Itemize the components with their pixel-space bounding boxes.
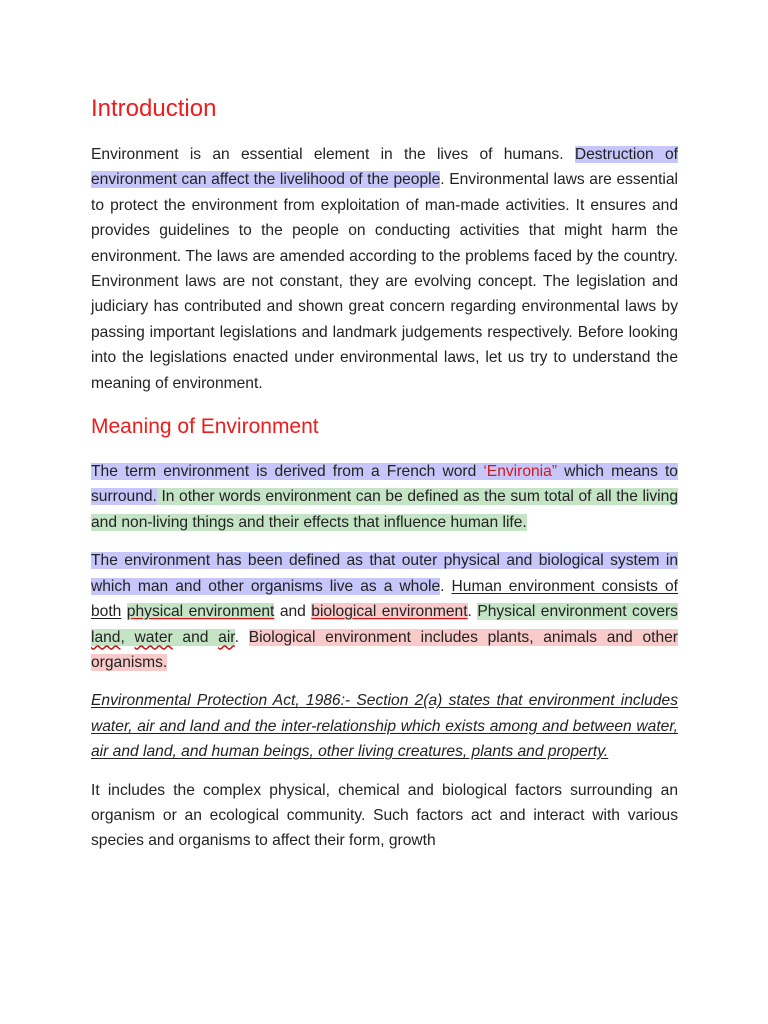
meaning-p2-water: water — [134, 628, 173, 646]
meaning-p2-air: air — [218, 628, 235, 646]
meaning-p1-highlight-green: In other words environment can be defined as the sum total of all the living and non-living things and their effects that influence human life. — [91, 488, 678, 531]
meaning-p2-comma: , — [120, 628, 135, 646]
meaning-heading: Meaning of Environment — [91, 415, 319, 439]
meaning-paragraph-2 — [91, 548, 678, 675]
meaning-p2-space-1 — [121, 603, 126, 620]
intro-highlight-blue: Destruction of environment can affect the livelihood of the people — [91, 146, 678, 189]
meaning-p2-physical-env: physical environment — [126, 603, 275, 621]
intro-text-2: . Environmental laws are essential to protect the environment from exploitation of man-made activities. It ensures and provides guidelines to the people on conducting activities that might harm the environment. The laws are amended according to the problems faced by the country. Environment laws are not constant, they are evolving concept. The legislation and judiciary has contributed and shown great concern regarding environmental laws by passing important legislations and landmark judgements respectively. Before looking into the legislations enacted under environmental laws, let us try to understand the meaning of environment. — [91, 171, 679, 392]
meaning-p2-physical-covers: Physical environment covers — [477, 603, 678, 621]
meaning-p2-biological-env: biological environment — [311, 603, 468, 621]
intro-text-1: Environment is an essential element in the lives of humans. — [91, 146, 575, 163]
act-quote-paragraph: Environmental Protection Act, 1986:- Section 2(a) states that environment includes water, air and land and the inter-relationship which exists among and between water, air and land, and human beings, other living creatures, plants and property. — [91, 692, 678, 761]
meaning-p1-french-word: ‘Environia” — [483, 463, 558, 481]
meaning-p2-and: and — [172, 628, 219, 646]
meaning-p2-space-2 — [239, 629, 249, 646]
meaning-p2-biological-includes: Biological environment includes plants, animals and other organisms. — [91, 628, 678, 671]
meaning-p2-text-3: . — [467, 603, 478, 621]
meaning-p1-highlight-blue-1: The term environment is derived from a French word — [91, 463, 484, 481]
introduction-heading: Introduction — [91, 95, 217, 122]
meaning-p2-underlined: Human environment consists of both — [91, 577, 678, 621]
meaning-paragraph-1 — [91, 459, 678, 535]
meaning-p2-highlight-blue: The environment has been defined as that outer physical and biological system in which man and other organisms live as a whole — [91, 552, 678, 595]
meaning-p2-land: land — [91, 628, 121, 646]
meaning-p2-period: . — [234, 628, 239, 646]
meaning-p2-text-2: and — [274, 603, 312, 621]
introduction-paragraph — [91, 142, 678, 396]
meaning-paragraph-4: It includes the complex physical, chemical and biological factors surrounding an organism or an ecological community. Such factors act and interact with various species and organisms to affect their form, growth — [91, 781, 678, 850]
meaning-p2-text-1: . — [440, 577, 452, 595]
meaning-p1-highlight-blue-2: which means to surround. — [91, 463, 678, 506]
